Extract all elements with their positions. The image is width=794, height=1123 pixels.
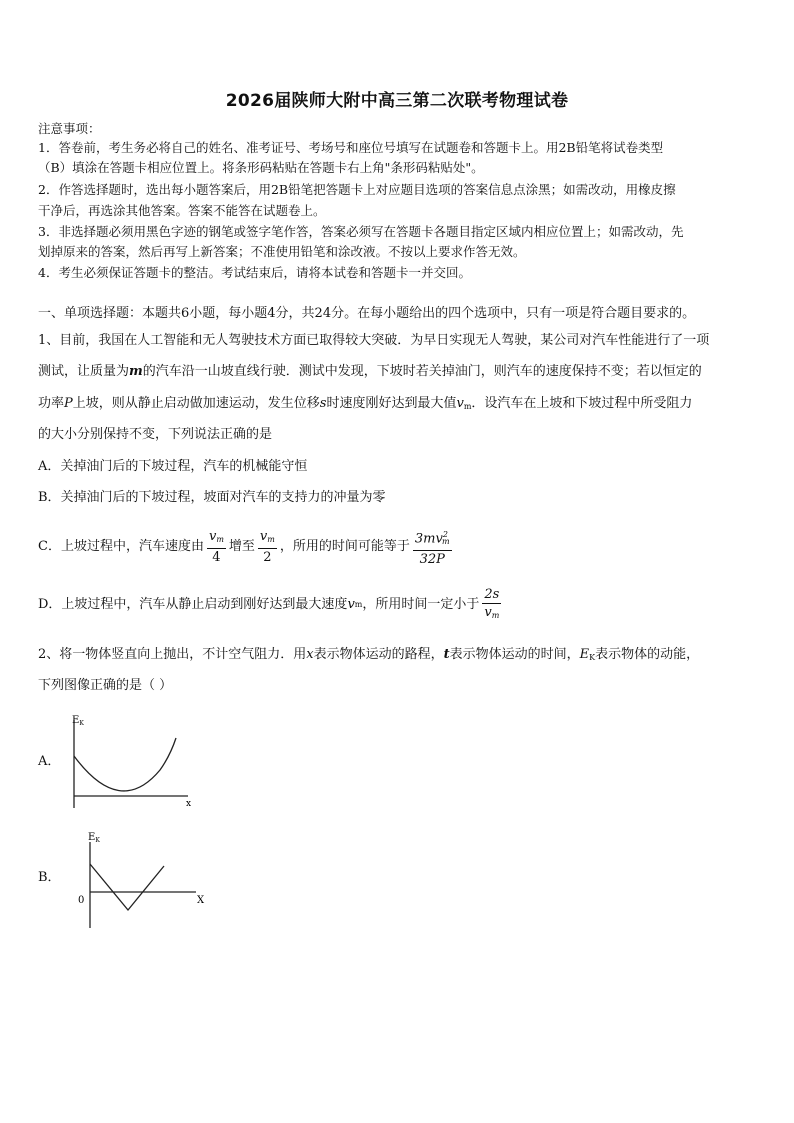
- notice-line: 1．答卷前，考生务必将自己的姓名、准考证号、考场号和座位号填写在试题卷和答题卡上。用2B铅笔将试卷类型: [38, 140, 664, 155]
- option-d: D．上坡过程中，汽车从静止启动到刚好达到最大速度 v m ，所用时间一定小于 $\frac{2s}{v_m}$: [38, 586, 504, 624]
- graph-b: [74, 826, 214, 932]
- option-a: A．关掉油门后的下坡过程，汽车的机械能守恒: [38, 459, 308, 474]
- ek-curve: [74, 738, 176, 791]
- q1-stem-line: 测试，让质量为m的汽车沿一山坡直线行驶．测试中发现，下坡时若关掉油门，则汽车的速度保持不变；若以恒定的: [38, 364, 702, 379]
- fraction: $\frac{v_m}{2}$: [259, 529, 275, 566]
- q1-stem-line: 功率P上坡，则从静止启动做加速运动，发生位移s时速度刚好达到最大值$v_m$．设汽车在上坡和下坡过程中所受阻力: [38, 396, 693, 411]
- notice-line: 划掉原来的答案，然后再写上新答案；不准使用铅笔和涂改液。不按以上要求作答无效。: [38, 244, 526, 259]
- graph-a: [60, 708, 210, 818]
- notice-line: 干净后，再选涂其他答案。答案不能答在试题卷上。: [38, 203, 326, 218]
- page-title: 2026届陕师大附中高三第二次联考物理试卷: [225, 91, 569, 111]
- option-a-label: A．: [38, 754, 61, 769]
- y-axis-label: $E_K$: [72, 715, 84, 727]
- q2-stem-line: 下列图像正确的是（ ）: [38, 678, 173, 693]
- x-axis-label: X: [197, 895, 205, 906]
- option-b-label: B．: [38, 870, 61, 885]
- q1-stem-line: 1、目前，我国在人工智能和无人驾驶技术方面已取得较大突破．为早日实现无人驾驶，某公司对汽车性能进行了一项: [38, 333, 710, 348]
- q1-stem-line: 的大小分别保持不变，下列说法正确的是: [38, 427, 273, 442]
- notice-heading: 注意事项：: [38, 121, 101, 136]
- y-axis-label: $E_K$: [88, 832, 100, 844]
- fraction: $\frac{3mv^2_m}{32P}$: [413, 526, 452, 568]
- ek-line: [90, 864, 164, 910]
- fraction: $\frac{v_m}{4}$: [208, 529, 224, 566]
- section-heading: 一、单项选择题：本题共6小题，每小题4分，共24分。在每小题给出的四个选项中，只有一项是符合题目要求的。: [38, 306, 696, 321]
- q2-stem-line: 2、将一物体竖直向上抛出，不计空气阻力．用x表示物体运动的路程，t表示物体运动的时间，$E_K$表示物体的动能，: [38, 647, 700, 662]
- notice-line: 4．考生必须保证答题卡的整洁。考试结束后，请将本试卷和答题卡一并交回。: [38, 265, 471, 280]
- notice-line: 3．非选择题必须用黑色字迹的钢笔或签字笔作答，答案必须写在答题卡各题目指定区域内相应位置上；如需改动，先: [38, 224, 684, 239]
- option-b: B．关掉油门后的下坡过程，坡面对汽车的支持力的冲量为零: [38, 490, 386, 505]
- origin-label: 0: [78, 895, 85, 906]
- x-axis-label: x: [186, 799, 192, 809]
- fraction: $\frac{2s}{v_m}$: [484, 587, 500, 620]
- notice-line: 2．作答选择题时，选出每小题答案后，用2B铅笔把答题卡上对应题目选项的答案信息点涂黑；如需改动，用橡皮擦: [38, 182, 676, 197]
- notice-line: （B）填涂在答题卡相应位置上。将条形码粘贴在答题卡右上角"条形码粘贴处"。: [38, 160, 484, 175]
- option-c: C．上坡过程中，汽车速度由 $\frac{v_m}{4}$ 增至 $\frac{v_m}{2}$ ，所用的时间可能等于 $\frac{3mv^2_m}{32P}$: [38, 526, 455, 568]
